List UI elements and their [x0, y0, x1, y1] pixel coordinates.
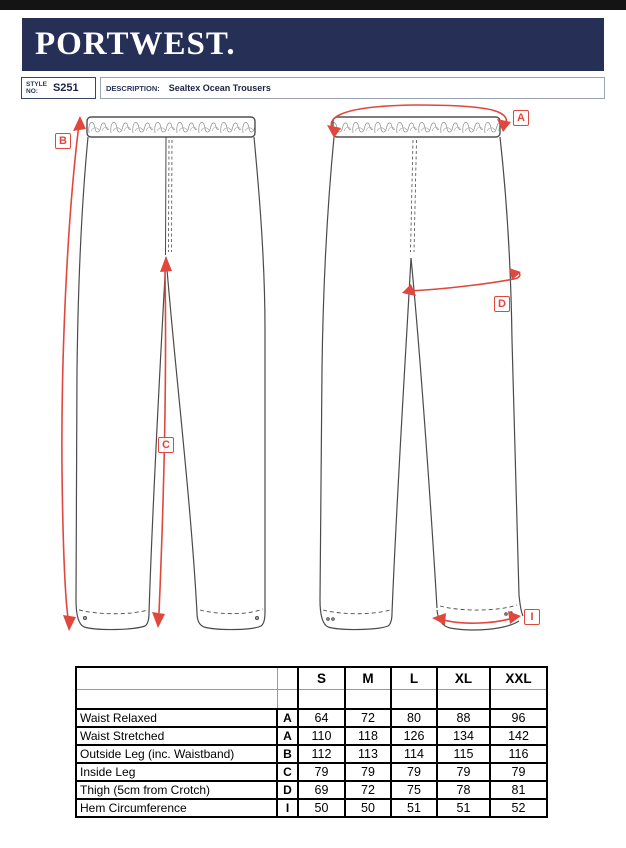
measurement-name: Outside Leg (inc. Waistband) — [76, 745, 277, 763]
measurement-value: 51 — [437, 799, 490, 817]
size-header: XL — [437, 667, 490, 689]
measurement-arrows — [62, 105, 521, 631]
measurement-value: 110 — [298, 727, 345, 745]
size-header: XXL — [490, 667, 547, 689]
measurement-row — [76, 781, 547, 799]
measurement-value: 118 — [345, 727, 391, 745]
measurement-value: 113 — [345, 745, 391, 763]
arrow-i — [438, 617, 516, 623]
measure-label-c: C — [158, 437, 174, 453]
back-left-outseam — [320, 137, 334, 627]
measurement-row — [76, 709, 547, 727]
measurement-letter: C — [277, 763, 298, 781]
empty-cell — [277, 689, 298, 709]
front-left-hem — [84, 613, 149, 630]
style-number-value: S251 — [52, 82, 79, 94]
empty-cell — [391, 689, 437, 709]
front-left-outseam — [76, 137, 88, 627]
measurement-value: 80 — [391, 709, 437, 727]
measurement-value: 134 — [437, 727, 490, 745]
measurement-name: Waist Relaxed — [76, 709, 277, 727]
front-view — [76, 117, 265, 630]
size-table-body — [76, 667, 547, 817]
measurement-value: 114 — [391, 745, 437, 763]
size-header: M — [345, 667, 391, 689]
measurement-value: 81 — [490, 781, 547, 799]
measurement-value: 79 — [298, 763, 345, 781]
back-left-hem — [328, 613, 392, 630]
description-label: DESCRIPTION: — [106, 83, 160, 93]
measure-label-b: B — [55, 133, 71, 149]
back-right-outseam — [500, 137, 523, 616]
trousers-diagram — [0, 100, 626, 660]
measurement-letter: I — [277, 799, 298, 817]
measurement-letter: A — [277, 727, 298, 745]
measurement-row — [76, 745, 547, 763]
measurement-name: Thigh (5cm from Crotch) — [76, 781, 277, 799]
front-fly-seam — [166, 137, 167, 255]
size-header: L — [391, 667, 437, 689]
measurement-letter: B — [277, 745, 298, 763]
front-right-outseam — [254, 137, 265, 612]
front-waistband — [87, 117, 255, 137]
measurement-value: 75 — [391, 781, 437, 799]
front-right-hem — [197, 612, 265, 630]
measurement-row — [76, 727, 547, 745]
measurement-value: 52 — [490, 799, 547, 817]
measurement-value: 88 — [437, 709, 490, 727]
measurement-value: 142 — [490, 727, 547, 745]
empty-cell — [490, 689, 547, 709]
style-number-label: STYLE NO: — [26, 81, 47, 95]
measurement-value: 51 — [391, 799, 437, 817]
measurement-name: Hem Circumference — [76, 799, 277, 817]
front-right-inseam — [166, 257, 197, 613]
measurement-value: 126 — [391, 727, 437, 745]
empty-cell — [437, 689, 490, 709]
measurement-value: 78 — [437, 781, 490, 799]
measurement-value: 79 — [490, 763, 547, 781]
measure-label-d: D — [494, 296, 510, 312]
measurement-row — [76, 799, 547, 817]
measurement-value: 79 — [345, 763, 391, 781]
measurement-value: 79 — [391, 763, 437, 781]
measurement-name: Waist Stretched — [76, 727, 277, 745]
description-value: Sealtex Ocean Trousers — [168, 83, 271, 93]
style-number-box — [21, 77, 96, 99]
measurement-value: 79 — [437, 763, 490, 781]
empty-cell — [76, 689, 277, 709]
size-header-row — [76, 667, 547, 689]
empty-cell — [298, 689, 345, 709]
measurement-letter: A — [277, 709, 298, 727]
measure-label-a: A — [513, 110, 529, 126]
arrow-d — [408, 272, 520, 291]
empty-corner-cell — [76, 667, 277, 689]
measurement-value: 112 — [298, 745, 345, 763]
measurement-value: 96 — [490, 709, 547, 727]
measurement-value: 72 — [345, 781, 391, 799]
back-view — [320, 117, 523, 630]
measurement-value: 72 — [345, 709, 391, 727]
back-right-inseam — [411, 258, 437, 608]
measurement-value: 50 — [345, 799, 391, 817]
size-header: S — [298, 667, 345, 689]
measurement-letter: D — [277, 781, 298, 799]
brand-logo-text: PORTWEST. — [35, 26, 236, 62]
measurement-value: 50 — [298, 799, 345, 817]
empty-cell — [345, 689, 391, 709]
measurement-row — [76, 763, 547, 781]
size-table — [75, 666, 548, 818]
spacer-row — [76, 689, 547, 709]
back-left-inseam — [392, 258, 411, 613]
measurement-value: 115 — [437, 745, 490, 763]
top-black-bar — [0, 0, 626, 10]
measurement-name: Inside Leg — [76, 763, 277, 781]
measurement-value: 69 — [298, 781, 345, 799]
back-waistband — [333, 117, 500, 137]
brand-banner — [22, 18, 604, 71]
description-box — [100, 77, 605, 99]
measure-label-i: I — [524, 609, 540, 625]
front-left-inseam — [149, 257, 166, 613]
measurement-value: 116 — [490, 745, 547, 763]
measurement-value: 64 — [298, 709, 345, 727]
empty-letter-cell — [277, 667, 298, 689]
